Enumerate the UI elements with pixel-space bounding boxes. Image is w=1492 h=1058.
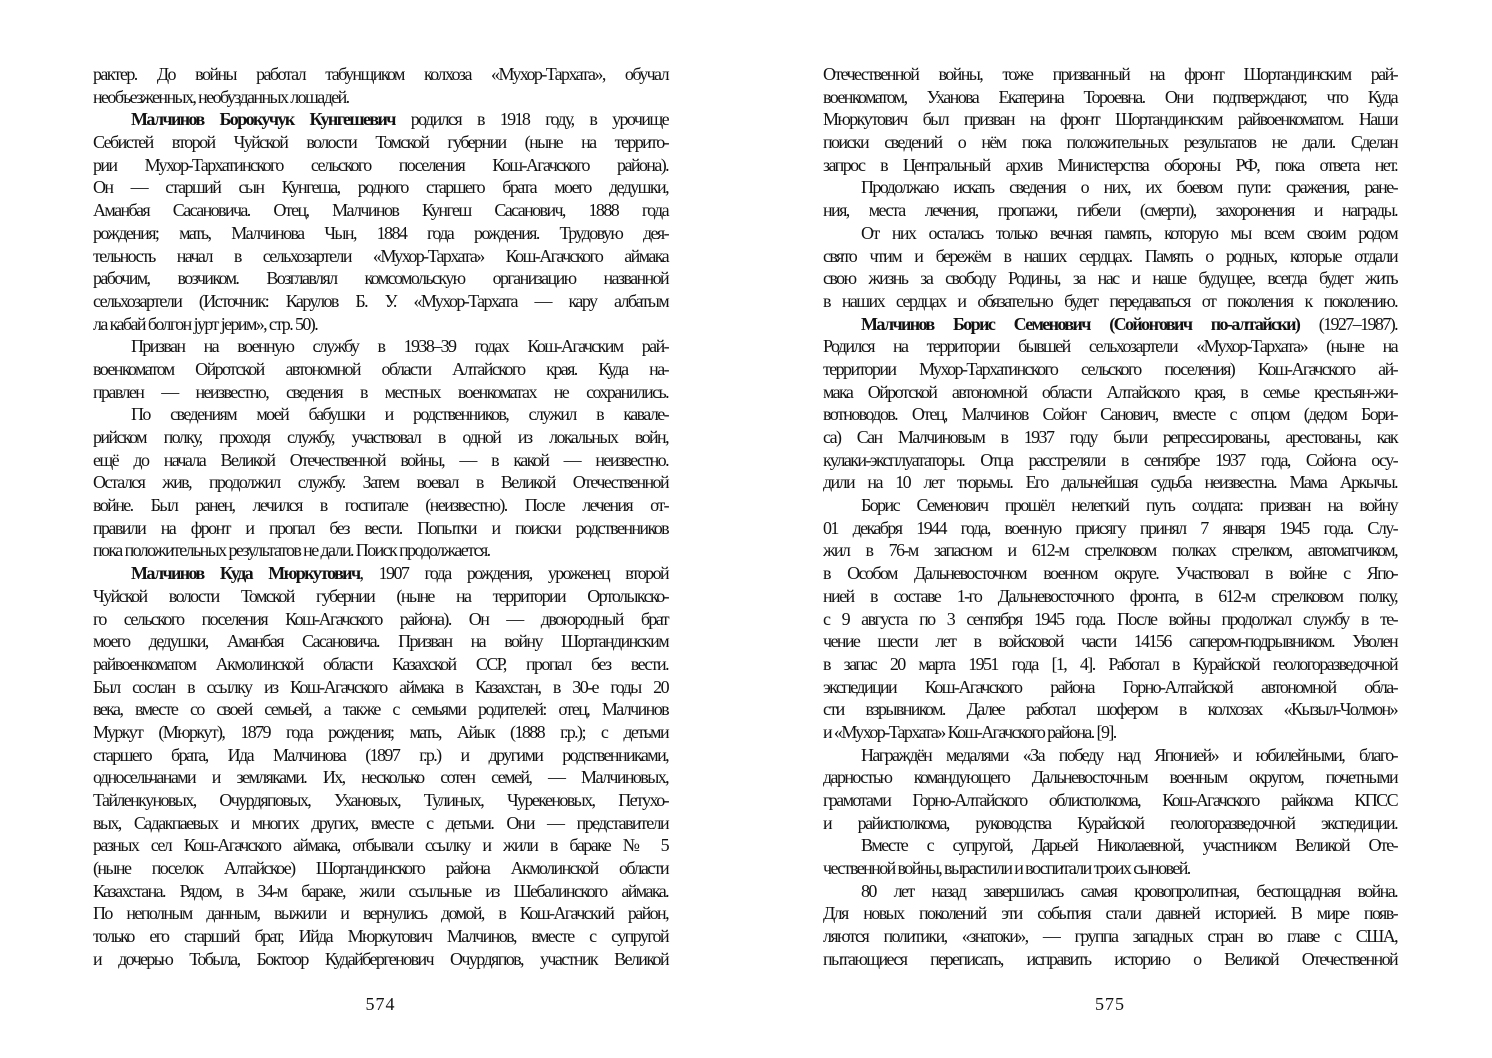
text-line — [93, 403, 668, 426]
text-line — [93, 789, 668, 812]
text-run: По сведениям моей бабушки и родственников, служил в кавале- — [131, 404, 668, 425]
text-line — [93, 766, 668, 789]
text-line — [93, 653, 668, 676]
person-name-bold: Малчинов Борокучук Кунгешевич — [131, 109, 395, 130]
text-run: в Особом Дальневосточном военном округе. Участвовал в войне с Япо- — [823, 563, 1397, 584]
text-run: дили на 10 лет тюрьмы. Его дальнейшая судьба неизвестна. Мама Аркычы. — [823, 472, 1397, 493]
text-run: Был сослан в ссылку из Кош-Агачского аймака в Казахстан, в 30-е годы 20 — [93, 676, 668, 697]
text-run: сти взрывником. Далее работал шофером в колхозах «Кызыл-Чолмон» — [823, 699, 1397, 720]
book-page-575 — [823, 63, 1397, 1015]
text-line — [823, 789, 1397, 812]
text-run: дарностью командующего Дальневосточным военным округом, почетными — [823, 767, 1397, 788]
text-line — [823, 313, 1397, 336]
text-line — [823, 585, 1397, 608]
text-line — [823, 925, 1397, 948]
text-run: рождения; мать, Малчинова Чын, 1884 года рождения. Трудовую дея- — [93, 222, 668, 243]
text-run: родился в 1918 году, в урочище — [394, 109, 668, 130]
text-run: (1927–1987). — [1299, 313, 1397, 334]
text-run: сельхозартели (Источник: Карулов Б. У. «Мухор-Тархата — кару албатым — [93, 290, 668, 311]
text-line — [823, 267, 1397, 290]
text-run: Мюркутович был призван на фронт Шортандинским райвоенкоматом. Наши — [823, 109, 1397, 130]
text-run: Остался жив, продолжил службу. Затем воевал в Великой Отечественной — [93, 472, 668, 493]
text-line — [93, 608, 668, 631]
text-line — [823, 744, 1397, 767]
text-run: вых, Садакпаевых и многих других, вместе с детьми. Они — представители — [93, 812, 668, 833]
text-line — [93, 880, 668, 903]
text-run: Чуйской волости Томской губернии (ныне на территории Ортолыкско- — [93, 585, 668, 606]
text-run: ния, места лечения, пропажи, гибели (смерти), захоронения и награды. — [823, 200, 1397, 221]
text-run: Призван на военную службу в 1938–39 годах Кош-Агачским рай- — [131, 336, 668, 357]
text-line — [93, 335, 668, 358]
text-line — [823, 131, 1397, 154]
text-run: ла кабай болгон јурт јерим», стр. 50). — [93, 313, 318, 334]
text-line — [93, 176, 668, 199]
text-line — [823, 381, 1397, 404]
text-line — [823, 494, 1397, 517]
text-line — [823, 948, 1397, 971]
text-line — [93, 857, 668, 880]
text-line — [823, 630, 1397, 653]
book-page-574 — [93, 63, 668, 1015]
page-number: 575 — [1095, 993, 1125, 1014]
text-run: в запас 20 марта 1951 года [1, 4]. Работал в Курайской геологоразведочной — [823, 653, 1397, 674]
text-run: войне. Был ранен, лечился в госпитале (неизвестно). После лечения от- — [93, 495, 668, 516]
text-line — [93, 744, 668, 767]
text-run: военкоматом, Уханова Екатерина Тороевна. Они подтверждают, что Куда — [823, 86, 1397, 107]
text-run: Он — старший сын Кунгеша, родного старшего брата моего дедушки, — [93, 177, 668, 198]
text-line — [823, 608, 1397, 631]
text-line — [93, 494, 668, 517]
text-run: и дочерью Тобыла, Боктоор Кудайбергенович Очурдяпов, участник Великой — [93, 948, 668, 969]
text-line — [93, 381, 668, 404]
text-line — [93, 676, 668, 699]
text-run: моего дедушки, Аманбая Сасановича. Призван на войну Шортандинским — [93, 631, 668, 652]
text-run: кулаки-эксплуататоры. Отца расстреляли в сентябре 1937 года, Сойоҥа осу- — [823, 449, 1397, 470]
text-run: пытающиеся переписать, исправить историю о Великой Отечественной — [823, 948, 1397, 969]
text-run: только его старший брат, Ийда Мюркутович Малчинов, вместе с супругой — [93, 926, 668, 947]
text-run: поиски сведений о нём пока положительных результатов не дали. Сделан — [823, 132, 1397, 153]
text-run: Отечественной войны, тоже призванный на фронт Шортандинским рай- — [823, 64, 1397, 84]
text-line — [823, 653, 1397, 676]
text-line — [823, 358, 1397, 381]
text-line — [93, 245, 668, 268]
text-line — [823, 698, 1397, 721]
text-run: 80 лет назад завершилась самая кровопролитная, беспощадная война. — [861, 880, 1397, 901]
text-line — [823, 812, 1397, 835]
text-run: грамотами Горно-Алтайского облисполкома, Кош-Агачского райкома КПСС — [823, 790, 1397, 810]
text-line — [93, 471, 668, 494]
text-line — [93, 313, 668, 336]
text-line — [93, 267, 668, 290]
text-line — [823, 721, 1397, 744]
text-line — [93, 358, 668, 381]
text-line — [93, 834, 668, 857]
text-run: мака Ойротской автономной области Алтайского края, в семье крестьян-жи- — [823, 381, 1397, 402]
text-line — [93, 721, 668, 744]
text-line — [93, 222, 668, 245]
text-run: рийском полку, проходя службу, участвовал в одной из локальных войн, — [93, 427, 668, 447]
text-run: тельность начал в сельхозартели «Мухор-Тархата» Кош-Агачского аймака — [93, 245, 668, 266]
text-line — [823, 902, 1397, 925]
text-line — [823, 245, 1397, 268]
text-line — [93, 517, 668, 540]
text-run: Продолжаю искать сведения о них, их боевом пути: сражения, ране- — [861, 177, 1397, 198]
text-line — [93, 902, 668, 925]
text-run: чественной войны, вырастили и воспитали троих сыновей. — [823, 858, 1190, 879]
text-run: Для новых поколений эти события стали давней историей. В мире появ- — [823, 903, 1397, 924]
text-run: го сельского поселения Кош-Агачского района). Он — двоюродный брат — [93, 608, 668, 629]
text-line — [823, 449, 1397, 472]
text-run: нией в составе 1-го Дальневосточного фронта, в 612-м стрелковом полку, — [823, 585, 1397, 606]
text-run: рактер. До войны работал табунщиком колхоза «Мухор-Тархата», обучал — [93, 64, 668, 84]
text-run: односельчанами и земляками. Их, несколько сотен семей, — Малчиновых, — [93, 767, 668, 788]
text-run: свою жизнь за свободу Родины, за нас и наше будущее, всегда будет жить — [823, 268, 1397, 289]
text-run: правили на фронт и пропал без вести. Попытки и поиски родственников — [93, 517, 668, 538]
text-line — [93, 539, 668, 562]
page-text-column — [823, 63, 1397, 971]
text-run: и «Мухор-Тархата» Кош-Агачского района. [9]. — [823, 721, 1116, 742]
text-line — [93, 812, 668, 835]
text-line — [823, 766, 1397, 789]
text-line — [823, 403, 1397, 426]
text-run: Борис Семенович прошёл нелегкий путь солдата: призван на войну — [861, 495, 1397, 516]
text-line — [823, 471, 1397, 494]
text-run: От них осталась только вечная память, которую мы всем своим родом — [861, 222, 1397, 243]
text-run: чение шести лет в войсковой части 14156 сапером-подрывником. Уволен — [823, 631, 1397, 652]
person-name-bold: Малчинов Куда Мюркутович — [131, 563, 360, 584]
text-line — [93, 154, 668, 177]
text-line — [93, 585, 668, 608]
text-run: необъезженных, необузданных лошадей. — [93, 86, 349, 107]
text-run: са) Сан Малчиновым в 1937 году были репрессированы, арестованы, как — [823, 427, 1397, 447]
text-run: и райисполкома, руководства Курайской геологоразведочной экспедиции. — [823, 812, 1397, 833]
text-line — [823, 108, 1397, 131]
text-run: Себистей второй Чуйской волости Томской губернии (ныне на террито- — [93, 132, 668, 153]
text-run: рабочим, возчиком. Возглавлял комсомольскую организацию названной — [93, 268, 668, 289]
text-line — [93, 199, 668, 222]
text-run: территории Мухор-Тархатинского сельского поселения) Кош-Агачского ай- — [823, 358, 1397, 379]
text-line — [823, 335, 1397, 358]
page-text-column — [93, 63, 668, 971]
text-run: , 1907 года рождения, уроженец второй — [359, 563, 668, 584]
text-run: в наших сердцах и обязательно будет передаваться от поколения к поколению. — [823, 290, 1397, 311]
text-line — [823, 63, 1397, 86]
text-run: разных сел Кош-Агачского аймака, отбывали ссылку и жили в бараке № 5 — [93, 835, 668, 856]
text-run: с 9 августа по 3 сентября 1945 года. После войны продолжал службу в те- — [823, 608, 1397, 629]
text-run: старшего брата, Ида Малчинова (1897 г.р.) и другими родственниками, — [93, 744, 668, 765]
text-run: Тайленкуновых, Очурдяповых, Ухановых, Тулиных, Чурекеновых, Петухо- — [93, 790, 668, 810]
text-run: ещё до начала Великой Отечественной войны, — в какой — неизвестно. — [93, 449, 668, 470]
text-line — [823, 222, 1397, 245]
text-line — [823, 539, 1397, 562]
text-line — [823, 834, 1397, 857]
text-line — [823, 857, 1397, 880]
text-run: (ныне поселок Алтайское) Шортандинского района Акмолинской области — [93, 858, 668, 879]
text-run: свято чтим и бережём в наших сердцах. Память о родных, которые отдали — [823, 245, 1397, 266]
text-run: По неполным данным, выжили и вернулись домой, в Кош-Агачский район, — [93, 903, 668, 924]
text-line — [823, 562, 1397, 585]
text-run: Родился на территории бывшей сельхозартели «Мухор-Тархата» (ныне на — [823, 336, 1397, 357]
text-run: райвоенкоматом Акмолинской области Казахской ССР, пропал без вести. — [93, 653, 668, 674]
text-run: жил в 76-м запасном и 612-м стрелковом полках стрелком, автоматчиком, — [823, 540, 1397, 561]
text-line — [93, 290, 668, 313]
text-line — [93, 630, 668, 653]
text-line — [93, 86, 668, 109]
text-run: Вместе с супругой, Дарьей Николаевной, участником Великой Оте- — [861, 835, 1397, 856]
page-number: 574 — [365, 993, 396, 1014]
text-run: военкоматом Ойротской автономной области Алтайского края. Куда на- — [93, 358, 668, 379]
text-run: Казахстана. Рядом, в 34-м бараке, жили ссыльные из Шебалинского аймака. — [93, 880, 668, 901]
text-run: экспедиции Кош-Агачского района Горно-Алтайской автономной обла- — [823, 676, 1397, 697]
text-line — [823, 154, 1397, 177]
text-line — [823, 86, 1397, 109]
text-line — [93, 449, 668, 472]
text-line — [93, 63, 668, 86]
text-line — [93, 426, 668, 449]
text-run: рии Мухор-Тархатинского сельского поселения Кош-Агачского района). — [93, 154, 668, 175]
text-run: ляются политики, «знатоки», — группа западных стран во главе с США, — [823, 926, 1397, 947]
text-line — [823, 517, 1397, 540]
text-line — [823, 676, 1397, 699]
text-line — [823, 290, 1397, 313]
text-line — [823, 199, 1397, 222]
text-run: 01 декабря 1944 года, военную присягу принял 7 января 1945 года. Слу- — [823, 517, 1397, 538]
text-line — [93, 925, 668, 948]
text-run: запрос в Центральный архив Министерства обороны РФ, пока ответа нет. — [823, 154, 1397, 175]
text-line — [823, 880, 1397, 903]
text-line — [93, 131, 668, 154]
text-line — [93, 948, 668, 971]
text-run: вотноводов. Отец, Малчинов Сойоҥ Санович, вместе с отцом (дедом Бори- — [823, 404, 1397, 425]
person-name-bold: Малчинов Борис Семенович (Сойоҥович по-алтайски) — [861, 313, 1300, 334]
text-line — [823, 176, 1397, 199]
text-line — [93, 108, 668, 131]
text-run: Аманбая Сасановича. Отец, Малчинов Кунгеш Сасанович, 1888 года — [93, 200, 668, 221]
text-run: Муркут (Мюркут), 1879 года рождения; мать, Айык (1888 г.р.); с детьми — [93, 721, 668, 742]
text-run: пока положительных результатов не дали. Поиск продолжается. — [93, 540, 490, 561]
text-line — [823, 426, 1397, 449]
text-line — [93, 562, 668, 585]
text-run: правлен — неизвестно, сведения в местных военкоматах не сохранились. — [93, 381, 668, 402]
text-run: Награждён медалями «За победу над Японией» и юбилейными, благо- — [861, 744, 1397, 765]
text-line — [93, 698, 668, 721]
text-run: века, вместе со своей семьей, а также с семьями родителей: отец, Малчинов — [93, 699, 668, 720]
